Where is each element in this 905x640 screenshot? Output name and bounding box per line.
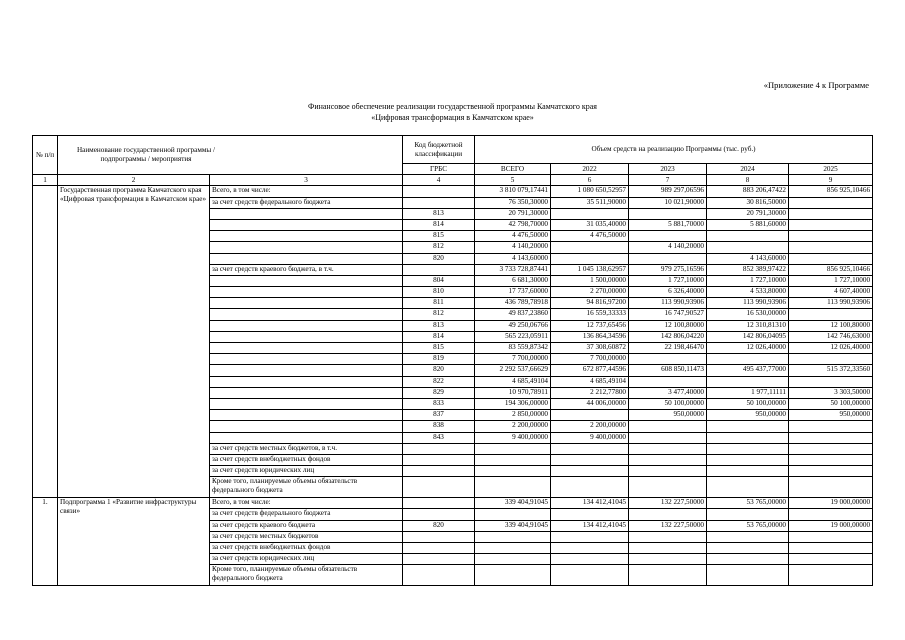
amount-2025: 515 372,33560 — [789, 365, 873, 376]
amount-total — [475, 443, 551, 454]
amount-total: 6 681,30000 — [475, 275, 551, 286]
grbs-code: 822 — [403, 376, 475, 387]
amount-2023: 10 021,90000 — [629, 197, 707, 208]
amount-2025 — [789, 242, 873, 253]
amount-2025: 19 000,00000 — [789, 520, 873, 531]
amount-2024: 1 977,11111 — [707, 387, 789, 398]
grbs-code — [403, 466, 475, 477]
header-grbs: ГРБС — [403, 164, 475, 175]
document-title — [0, 101, 905, 123]
funding-source: за счет средств внебюджетных фондов — [210, 543, 403, 554]
amount-2022 — [551, 543, 629, 554]
amount-total: 83 559,87342 — [475, 343, 551, 354]
amount-2025: 113 990,93906 — [789, 298, 873, 309]
annex-label: «Приложение 4 к Программе — [763, 80, 869, 90]
funding-source: за счет средств федерального бюджета — [210, 509, 403, 520]
amount-2023 — [629, 253, 707, 264]
grbs-code: 814 — [403, 219, 475, 230]
amount-2025 — [789, 466, 873, 477]
amount-2022 — [551, 466, 629, 477]
grbs-code: 820 — [403, 520, 475, 531]
amount-2022: 2 200,00000 — [551, 421, 629, 432]
amount-2024: 113 990,93906 — [707, 298, 789, 309]
amount-2025: 856 925,10466 — [789, 186, 873, 197]
column-index: 4 — [403, 175, 475, 186]
grbs-code: 814 — [403, 331, 475, 342]
funding-source — [210, 343, 403, 354]
amount-2025: 3 303,50000 — [789, 387, 873, 398]
grbs-code: 815 — [403, 231, 475, 242]
amount-2022: 1 500,00000 — [551, 275, 629, 286]
funding-source — [210, 410, 403, 421]
amount-2023: 950,00000 — [629, 410, 707, 421]
header-2023: 2023 — [629, 164, 707, 175]
grbs-code: 820 — [403, 253, 475, 264]
amount-2023: 3 477,40000 — [629, 387, 707, 398]
amount-2025: 12 026,40000 — [789, 343, 873, 354]
grbs-code — [403, 565, 475, 586]
header-row-1 — [33, 136, 873, 164]
amount-2023 — [629, 531, 707, 542]
grbs-code: 843 — [403, 432, 475, 443]
finance-table — [32, 135, 873, 586]
amount-total: 2 292 537,66629 — [475, 365, 551, 376]
column-index: 8 — [707, 175, 789, 186]
amount-2023 — [629, 454, 707, 465]
amount-total: 339 404,91045 — [475, 520, 551, 531]
amount-total — [475, 543, 551, 554]
funding-source: за счет средств краевого бюджета — [210, 520, 403, 531]
amount-2023 — [629, 554, 707, 565]
amount-total — [475, 454, 551, 465]
amount-total: 3 733 728,87441 — [475, 264, 551, 275]
amount-2025: 50 100,00000 — [789, 398, 873, 409]
amount-total: 49 837,23860 — [475, 309, 551, 320]
amount-2024: 12 026,40000 — [707, 343, 789, 354]
amount-2022: 4 685,49104 — [551, 376, 629, 387]
table-row — [33, 498, 873, 509]
amount-2022: 136 864,34596 — [551, 331, 629, 342]
amount-total: 4 143,60000 — [475, 253, 551, 264]
amount-total: 17 737,60000 — [475, 287, 551, 298]
funding-source: за счет средств краевого бюджета, в т.ч. — [210, 264, 403, 275]
amount-2024: 950,00000 — [707, 410, 789, 421]
amount-2022: 1 045 138,62957 — [551, 264, 629, 275]
amount-2022 — [551, 242, 629, 253]
amount-2024 — [707, 509, 789, 520]
amount-2025 — [789, 197, 873, 208]
funding-source: за счет средств юридических лиц — [210, 466, 403, 477]
funding-source — [210, 287, 403, 298]
funding-source — [210, 421, 403, 432]
amount-2022: 37 308,60872 — [551, 343, 629, 354]
amount-2023 — [629, 509, 707, 520]
funding-source: за счет средств юридических лиц — [210, 554, 403, 565]
amount-2024 — [707, 477, 789, 498]
amount-2022: 4 476,50000 — [551, 231, 629, 242]
amount-2024: 495 437,77000 — [707, 365, 789, 376]
amount-total: 339 404,91045 — [475, 498, 551, 509]
column-index: 6 — [551, 175, 629, 186]
amount-2022: 7 700,00000 — [551, 354, 629, 365]
amount-2023: 5 881,70000 — [629, 219, 707, 230]
amount-total: 9 400,00000 — [475, 432, 551, 443]
amount-2023 — [629, 565, 707, 586]
grbs-code: 813 — [403, 208, 475, 219]
funding-source — [210, 432, 403, 443]
amount-2023: 16 747,90527 — [629, 309, 707, 320]
amount-2025: 856 925,10466 — [789, 264, 873, 275]
amount-total: 4 140,20000 — [475, 242, 551, 253]
funding-source — [210, 320, 403, 331]
grbs-code — [403, 543, 475, 554]
amount-2023 — [629, 432, 707, 443]
amount-2023: 12 100,80000 — [629, 320, 707, 331]
amount-2022 — [551, 531, 629, 542]
grbs-code — [403, 443, 475, 454]
funding-source: за счет средств местных бюджетов — [210, 531, 403, 542]
amount-2022 — [551, 454, 629, 465]
amount-2023 — [629, 231, 707, 242]
amount-2024: 12 310,81310 — [707, 320, 789, 331]
header-total: ВСЕГО — [475, 164, 551, 175]
column-index-row — [33, 175, 873, 186]
amount-total: 42 798,70000 — [475, 219, 551, 230]
amount-2024 — [707, 376, 789, 387]
amount-total — [475, 509, 551, 520]
program-name: Подпрограмма 1 «Развитие инфраструктуры связи» — [58, 498, 210, 586]
grbs-code — [403, 498, 475, 509]
amount-2023 — [629, 477, 707, 498]
amount-2025: 950,00000 — [789, 410, 873, 421]
funding-source: Кроме того, планируемые объемы обязательств федерального бюджета — [210, 565, 403, 586]
funding-source — [210, 387, 403, 398]
amount-2024 — [707, 443, 789, 454]
grbs-code: 810 — [403, 287, 475, 298]
header-name: Наименование государственной программы / подпрограммы / мероприятия — [58, 136, 403, 175]
amount-2022: 2 212,77800 — [551, 387, 629, 398]
grbs-code: 804 — [403, 275, 475, 286]
amount-2023 — [629, 466, 707, 477]
amount-2025 — [789, 565, 873, 586]
amount-2024: 4 143,60000 — [707, 253, 789, 264]
amount-2022 — [551, 509, 629, 520]
amount-2025 — [789, 554, 873, 565]
funding-source — [210, 275, 403, 286]
amount-2024 — [707, 565, 789, 586]
amount-total: 20 791,30000 — [475, 208, 551, 219]
amount-2025: 12 100,80000 — [789, 320, 873, 331]
amount-2022: 134 412,41045 — [551, 520, 629, 531]
row-number: 1. — [33, 498, 58, 586]
amount-2023: 979 275,16596 — [629, 264, 707, 275]
column-index: 2 — [58, 175, 210, 186]
column-index: 9 — [789, 175, 873, 186]
amount-2025 — [789, 309, 873, 320]
amount-total — [475, 554, 551, 565]
amount-2022 — [551, 554, 629, 565]
amount-2022 — [551, 443, 629, 454]
amount-2025: 19 000,00000 — [789, 498, 873, 509]
amount-2024 — [707, 242, 789, 253]
amount-2025 — [789, 454, 873, 465]
amount-2023: 989 297,06596 — [629, 186, 707, 197]
amount-2024: 5 881,60000 — [707, 219, 789, 230]
amount-2024: 30 816,50000 — [707, 197, 789, 208]
amount-2024: 4 533,80000 — [707, 287, 789, 298]
grbs-code — [403, 531, 475, 542]
amount-2022 — [551, 253, 629, 264]
amount-2024: 142 806,04095 — [707, 331, 789, 342]
grbs-code: 837 — [403, 410, 475, 421]
funding-source — [210, 376, 403, 387]
funding-source — [210, 242, 403, 253]
amount-total: 194 306,00000 — [475, 398, 551, 409]
amount-total: 76 350,30000 — [475, 197, 551, 208]
funding-source: за счет средств федерального бюджета — [210, 197, 403, 208]
amount-2025 — [789, 231, 873, 242]
grbs-code: 811 — [403, 298, 475, 309]
amount-total: 3 810 079,17441 — [475, 186, 551, 197]
amount-2023 — [629, 543, 707, 554]
amount-2023 — [629, 421, 707, 432]
program-name: Государственная программа Камчатского края «Цифровая трансформация в Камчатском крае» — [58, 186, 210, 498]
amount-2024: 1 727,10000 — [707, 275, 789, 286]
grbs-code — [403, 454, 475, 465]
amount-2025 — [789, 376, 873, 387]
amount-2024 — [707, 432, 789, 443]
grbs-code — [403, 197, 475, 208]
grbs-code: 812 — [403, 309, 475, 320]
amount-2022: 12 737,65456 — [551, 320, 629, 331]
amount-total: 2 850,00000 — [475, 410, 551, 421]
amount-total: 565 223,05911 — [475, 331, 551, 342]
column-index: 5 — [475, 175, 551, 186]
grbs-code: 813 — [403, 320, 475, 331]
funding-source — [210, 354, 403, 365]
amount-2022: 16 559,33333 — [551, 309, 629, 320]
amount-2024: 20 791,30000 — [707, 208, 789, 219]
amount-total: 10 970,78911 — [475, 387, 551, 398]
amount-2024 — [707, 454, 789, 465]
amount-2023: 132 227,50000 — [629, 498, 707, 509]
grbs-code: 812 — [403, 242, 475, 253]
amount-2025: 142 746,63000 — [789, 331, 873, 342]
amount-total — [475, 477, 551, 498]
grbs-code — [403, 477, 475, 498]
amount-2023: 22 198,46470 — [629, 343, 707, 354]
amount-2024 — [707, 421, 789, 432]
amount-2024: 852 389,97422 — [707, 264, 789, 275]
amount-2023: 1 727,10000 — [629, 275, 707, 286]
funding-source: за счет средств внебюджетных фондов — [210, 454, 403, 465]
table-row — [33, 186, 873, 197]
grbs-code — [403, 509, 475, 520]
grbs-code: 820 — [403, 365, 475, 376]
amount-2022: 134 412,41045 — [551, 498, 629, 509]
grbs-code — [403, 264, 475, 275]
column-index: 3 — [210, 175, 403, 186]
amount-2024: 16 530,00000 — [707, 309, 789, 320]
grbs-code: 829 — [403, 387, 475, 398]
grbs-code — [403, 186, 475, 197]
funding-source: Кроме того, планируемые объемы обязательств федерального бюджета — [210, 477, 403, 498]
funding-source — [210, 309, 403, 320]
amount-2024: 53 765,00000 — [707, 520, 789, 531]
amount-2022: 672 877,44596 — [551, 365, 629, 376]
amount-2022: 31 035,40000 — [551, 219, 629, 230]
amount-2025 — [789, 531, 873, 542]
amount-2025 — [789, 432, 873, 443]
amount-total — [475, 466, 551, 477]
header-code: Код бюджетной классификации — [403, 136, 475, 164]
column-index: 1 — [33, 175, 58, 186]
funding-source — [210, 231, 403, 242]
amount-2022: 35 511,90000 — [551, 197, 629, 208]
grbs-code: 815 — [403, 343, 475, 354]
amount-2022 — [551, 565, 629, 586]
amount-2025 — [789, 543, 873, 554]
amount-2024 — [707, 466, 789, 477]
header-volume: Объем средств на реализацию Программы (тыс. руб.) — [475, 136, 873, 164]
amount-2023: 608 850,11473 — [629, 365, 707, 376]
amount-total — [475, 565, 551, 586]
funding-source — [210, 331, 403, 342]
amount-total: 436 789,78918 — [475, 298, 551, 309]
amount-2024: 53 765,00000 — [707, 498, 789, 509]
amount-2025 — [789, 477, 873, 498]
amount-total: 49 250,06766 — [475, 320, 551, 331]
amount-2023 — [629, 443, 707, 454]
amount-2023: 132 227,50000 — [629, 520, 707, 531]
funding-source — [210, 298, 403, 309]
header-num: № п/п — [33, 136, 58, 175]
amount-2025: 1 727,10000 — [789, 275, 873, 286]
amount-2023 — [629, 354, 707, 365]
title-line-2: «Цифровая трансформация в Камчатском крае» — [371, 113, 534, 122]
amount-2023 — [629, 376, 707, 387]
title-line-1: Финансовое обеспечение реализации государственной программы Камчатского края — [308, 102, 597, 111]
funding-source — [210, 365, 403, 376]
amount-2025 — [789, 421, 873, 432]
grbs-code: 838 — [403, 421, 475, 432]
amount-total: 4 685,49104 — [475, 376, 551, 387]
funding-source: Всего, в том числе: — [210, 186, 403, 197]
funding-source: за счет средств местных бюджетов, в т.ч. — [210, 443, 403, 454]
amount-2022 — [551, 208, 629, 219]
funding-source — [210, 219, 403, 230]
amount-total: 7 700,00000 — [475, 354, 551, 365]
grbs-code: 833 — [403, 398, 475, 409]
amount-2024 — [707, 354, 789, 365]
amount-2022: 44 006,00000 — [551, 398, 629, 409]
amount-2024 — [707, 554, 789, 565]
grbs-code: 819 — [403, 354, 475, 365]
funding-source: Всего, в том числе: — [210, 498, 403, 509]
amount-2025 — [789, 208, 873, 219]
amount-2025: 4 607,40000 — [789, 287, 873, 298]
amount-2023: 142 806,04220 — [629, 331, 707, 342]
amount-total — [475, 531, 551, 542]
amount-2025 — [789, 219, 873, 230]
amount-2022: 94 816,97200 — [551, 298, 629, 309]
amount-2023: 6 326,40000 — [629, 287, 707, 298]
amount-2023: 4 140,20000 — [629, 242, 707, 253]
amount-2024 — [707, 543, 789, 554]
funding-source — [210, 253, 403, 264]
amount-2022: 1 080 650,52957 — [551, 186, 629, 197]
amount-2025 — [789, 253, 873, 264]
row-number — [33, 186, 58, 498]
amount-2023: 50 100,00000 — [629, 398, 707, 409]
amount-2025 — [789, 509, 873, 520]
header-2022: 2022 — [551, 164, 629, 175]
amount-2024 — [707, 231, 789, 242]
funding-source — [210, 208, 403, 219]
header-2025: 2025 — [789, 164, 873, 175]
amount-2024: 883 206,47422 — [707, 186, 789, 197]
amount-2022 — [551, 477, 629, 498]
funding-source — [210, 398, 403, 409]
amount-2023: 113 990,93906 — [629, 298, 707, 309]
amount-2022: 9 400,00000 — [551, 432, 629, 443]
amount-2024 — [707, 531, 789, 542]
amount-2023 — [629, 208, 707, 219]
amount-total: 4 476,50000 — [475, 231, 551, 242]
header-2024: 2024 — [707, 164, 789, 175]
amount-2025 — [789, 354, 873, 365]
amount-2022: 2 270,00000 — [551, 287, 629, 298]
amount-2025 — [789, 443, 873, 454]
amount-2024: 50 100,00000 — [707, 398, 789, 409]
column-index: 7 — [629, 175, 707, 186]
amount-total: 2 200,00000 — [475, 421, 551, 432]
grbs-code — [403, 554, 475, 565]
amount-2022 — [551, 410, 629, 421]
